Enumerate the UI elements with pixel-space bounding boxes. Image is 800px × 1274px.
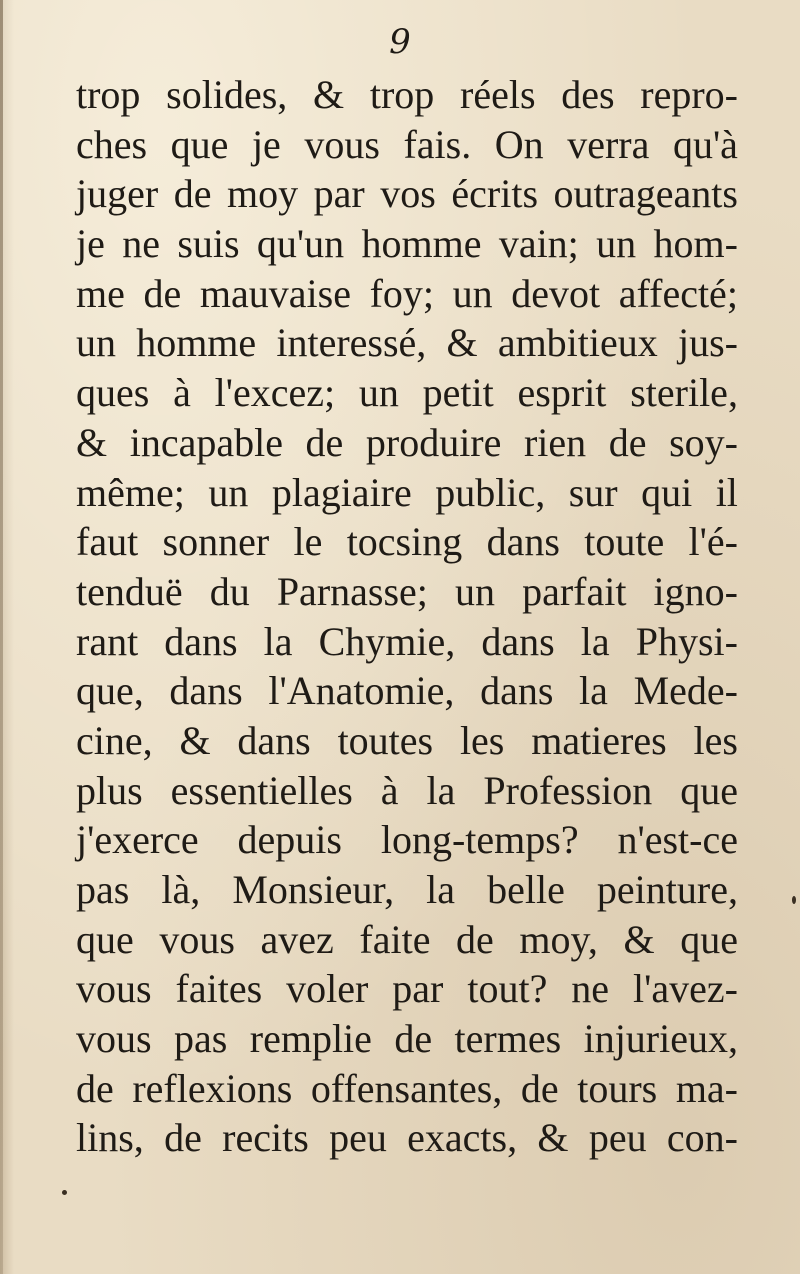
text-line: j'exerce depuis long-temps? n'est-ce <box>76 817 738 863</box>
body-text <box>76 70 738 1163</box>
text-line: ques à l'excez; un petit esprit sterile, <box>76 370 738 416</box>
ink-speck <box>62 1190 67 1195</box>
page-number: 9 <box>389 22 411 62</box>
text-line: juger de moy par vos écrits outrageants <box>76 171 738 217</box>
text-line: lins, de recits peu exacts, & peu con- <box>76 1115 738 1161</box>
text-line: vous faites voler par tout? ne l'avez- <box>76 966 738 1012</box>
text-line: & incapable de produire rien de soy- <box>76 419 738 465</box>
text-line: un homme interessé, & ambitieux jus- <box>76 320 738 366</box>
text-line: trop solides, & trop réels des repro- <box>76 72 738 117</box>
text-line: faut sonner le tocsing dans toute l'é- <box>76 519 738 565</box>
text-line: de reflexions offensantes, de tours ma- <box>76 1065 738 1111</box>
text-line: tenduë du Parnasse; un parfait igno- <box>76 568 738 614</box>
text-line: que vous avez faite de moy, & que <box>76 916 738 962</box>
text-line: même; un plagiaire public, sur qui il <box>76 469 738 515</box>
page-edge-shadow <box>0 0 3 1274</box>
ink-speck <box>792 896 796 904</box>
text-line: me de mauvaise foy; un devot affecté; <box>76 270 738 316</box>
text-line: cine, & dans toutes les matieres les <box>76 717 738 763</box>
text-line: ches que je vous fais. On verra qu'à <box>76 121 738 167</box>
text-line: que, dans l'Anatomie, dans la Mede- <box>76 668 738 714</box>
text-line: rant dans la Chymie, dans la Physi- <box>76 618 738 664</box>
text-line: vous pas remplie de termes injurieux, <box>76 1016 738 1062</box>
text-line: pas là, Monsieur, la belle peinture, <box>76 867 738 912</box>
text-line: je ne suis qu'un homme vain; un hom- <box>76 221 738 267</box>
text-line: plus essentielles à la Profession que <box>76 767 738 813</box>
